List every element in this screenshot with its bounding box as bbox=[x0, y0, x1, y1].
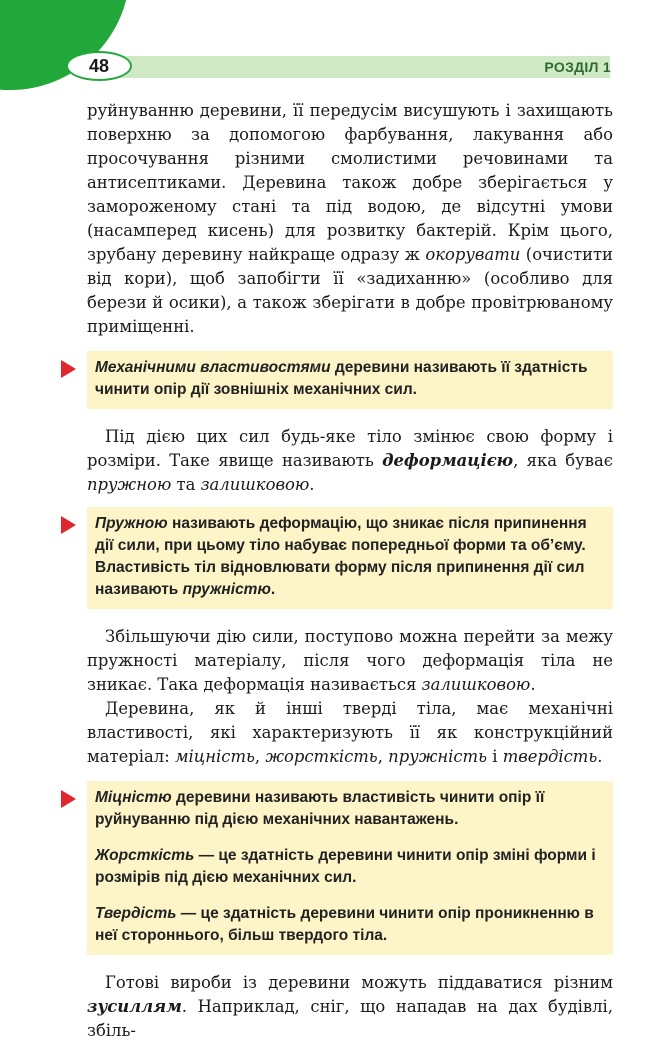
definition-box-elastic-deformation bbox=[87, 507, 613, 609]
text-run: . bbox=[530, 675, 536, 694]
text-run: Деревина, як й інші тверді тіла, має механічні властивості, які характеризують її як конструкційний матеріал: bbox=[87, 699, 613, 766]
text-run: Збільшуючи дію сили, поступово можна перейти за межу пружності матеріалу, після чого деформація тіла не зникає. Така деформація називається bbox=[87, 627, 613, 694]
text-run: руйнуванню деревини, її передусім висушують і захищають поверхню за допомогою фарбування, лакування або просочування різними смолистими речовинами та антисептиками. Деревина також добре зберігається у замороженому стані та під водою, де відсутні умови (насамперед кисень) для розвитку бактерій. Крім цього, зрубану деревину найкраще одразу ж bbox=[87, 101, 613, 264]
definition-box-mechanical-properties bbox=[87, 351, 613, 409]
italic-term: залишковою bbox=[200, 475, 310, 494]
definition-text: Властивість тіл відновлювати форму після припинення дії сил називають bbox=[95, 559, 585, 598]
italic-term: окорувати bbox=[425, 245, 521, 264]
text-run: Готові вироби із деревини можуть піддаватися різним bbox=[105, 973, 613, 992]
text-run: і bbox=[487, 747, 503, 766]
red-triangle-icon bbox=[61, 516, 76, 534]
definition-text: — це здатність деревини чинити опір зміні форми і розмірів під дією механічних сил. bbox=[95, 847, 596, 886]
text-run: , bbox=[254, 747, 266, 766]
definition-text: деревини називають властивість чинити опір її руйнуванню під дією механічних навантажень. bbox=[95, 789, 545, 828]
page-number: 48 bbox=[66, 51, 132, 81]
definition-text: називають деформацію, що зникає після припинення дії сили, при цьому тіло набуває попередньої форми та об’єму. bbox=[95, 515, 587, 554]
italic-term: твердість bbox=[502, 747, 598, 766]
bold-italic-term: зусиллям bbox=[87, 997, 182, 1016]
text-run: . bbox=[597, 747, 603, 766]
red-triangle-icon bbox=[61, 790, 76, 808]
text-run: . Наприклад, сніг, що нападав на дах будівлі, збіль- bbox=[87, 997, 613, 1040]
definition-text: — це здатність деревини чинити опір проникненню в неї стороннього, більш твердого тіла. bbox=[95, 905, 594, 944]
defined-term: пружністю bbox=[182, 581, 271, 598]
header-band bbox=[118, 56, 610, 78]
italic-term: пружність bbox=[388, 747, 488, 766]
italic-term: пружною bbox=[87, 475, 172, 494]
italic-term: міцність bbox=[174, 747, 255, 766]
text-run: (очистити від кори), щоб запобігти її «задиханню» (особливо для берези й осики), а також зберігати в добре провітрюваному приміщенні. bbox=[87, 245, 613, 336]
italic-term: залишковою bbox=[421, 675, 531, 694]
defined-term: Механічними властивостями bbox=[95, 359, 331, 376]
italic-term: жорсткість bbox=[265, 747, 378, 766]
text-run: , bbox=[377, 747, 389, 766]
bold-italic-term: деформацією bbox=[382, 451, 514, 470]
section-label: РОЗДІЛ 1 bbox=[544, 59, 611, 75]
defined-term: Міцністю bbox=[95, 789, 172, 806]
definition-box-strength-stiffness-hardness bbox=[87, 781, 613, 955]
definition-text: деревини називають її здатність чинити опір дії зовнішніх механічних сил. bbox=[95, 359, 588, 398]
paragraph-4 bbox=[87, 697, 613, 769]
paragraph-3 bbox=[87, 625, 613, 697]
paragraph-5 bbox=[87, 971, 613, 1043]
page-content bbox=[87, 99, 613, 1043]
text-run: та bbox=[171, 475, 201, 494]
text-run: Під дією цих сил будь-яке тіло змінює свою форму і розміри. Таке явище називають bbox=[87, 427, 613, 470]
defined-term: Пружною bbox=[95, 515, 168, 532]
text-run: , яка буває bbox=[513, 451, 613, 470]
paragraph-2 bbox=[87, 425, 613, 497]
red-triangle-icon bbox=[61, 360, 76, 378]
defined-term: Жорсткість bbox=[95, 847, 195, 864]
paragraph-1 bbox=[87, 99, 613, 339]
definition-text: . bbox=[270, 581, 276, 598]
text-run: . bbox=[309, 475, 315, 494]
defined-term: Твердість bbox=[95, 905, 177, 922]
